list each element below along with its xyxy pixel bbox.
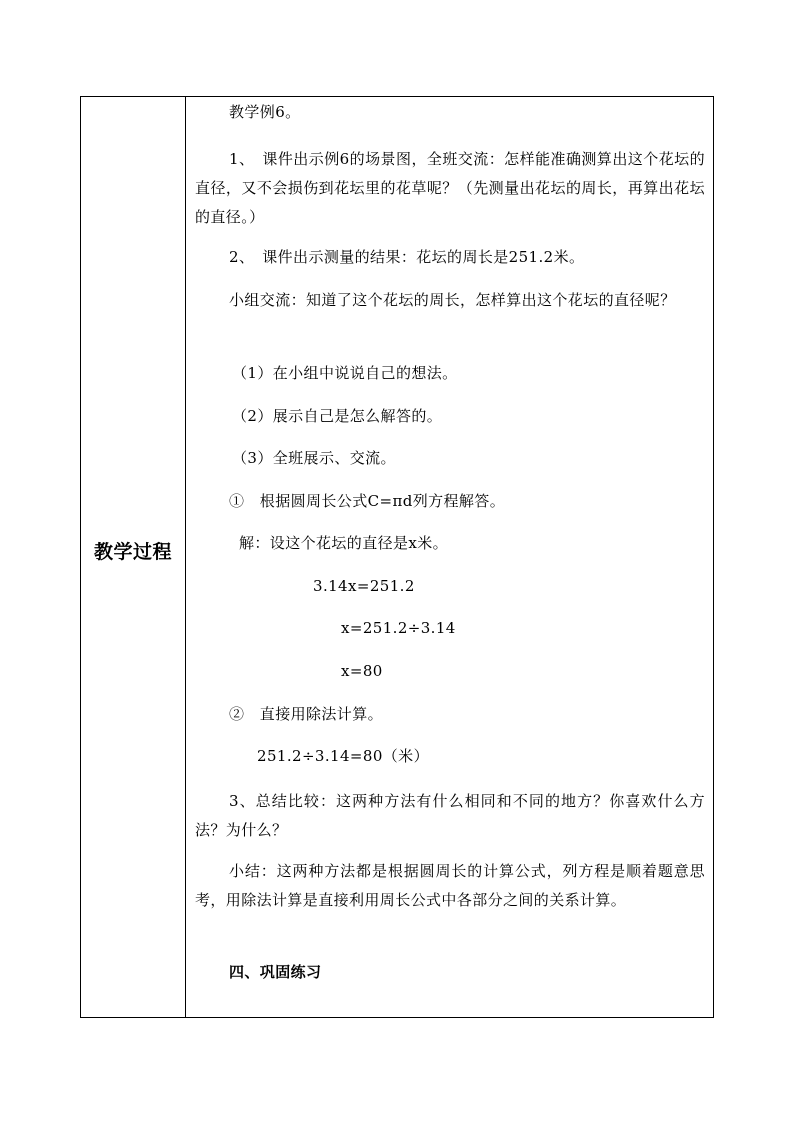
row-label-cell bbox=[81, 97, 186, 1017]
paragraph-substep-1: （1）在小组中说说自己的想法。 bbox=[232, 364, 458, 382]
paragraph-solution: 解：设这个花坛的直径是x米。 bbox=[239, 534, 449, 552]
equation-line-1: 3.14x=251.2 bbox=[313, 577, 415, 595]
equation-division: 251.2÷3.14=80（米） bbox=[257, 747, 429, 765]
paragraph-example-6: 教学例6。 bbox=[229, 103, 301, 121]
lesson-plan-table bbox=[80, 96, 714, 1018]
paragraph-substep-3: （3）全班展示、交流。 bbox=[232, 449, 396, 467]
content-cell bbox=[186, 97, 713, 1017]
paragraph-summary: 小结：这两种方法都是根据圆周长的计算公式，列方程是顺着题意思考，用除法计算是直接利用周长公式中各部分之间的关系计算。 bbox=[195, 862, 705, 909]
equation-line-3: x=80 bbox=[341, 662, 383, 680]
paragraph-substep-2: （2）展示自己是怎么解答的。 bbox=[232, 407, 443, 425]
paragraph-step-1: 1、 课件出示例6的场景图，全班交流：怎样能准确测算出这个花坛的直径，又不会损伤到花坛里的花草呢？（先测量出花坛的周长，再算出花坛的直径。） bbox=[195, 150, 705, 226]
section-heading-practice: 四、巩固练习 bbox=[229, 963, 322, 981]
paragraph-step-2: 2、 课件出示测量的结果：花坛的周长是251.2米。 bbox=[229, 248, 585, 266]
paragraph-group-discussion: 小组交流：知道了这个花坛的周长，怎样算出这个花坛的直径呢？ bbox=[229, 291, 676, 309]
paragraph-method-1: ① 根据圆周长公式C=πd列方程解答。 bbox=[229, 492, 506, 510]
equation-line-2: x=251.2÷3.14 bbox=[341, 619, 456, 637]
row-label: 教学过程 bbox=[93, 540, 172, 563]
paragraph-method-2: ② 直接用除法计算。 bbox=[229, 705, 384, 723]
paragraph-step-3: 3、总结比较：这两种方法有什么相同和不同的地方？你喜欢什么方法？为什么？ bbox=[195, 792, 705, 839]
